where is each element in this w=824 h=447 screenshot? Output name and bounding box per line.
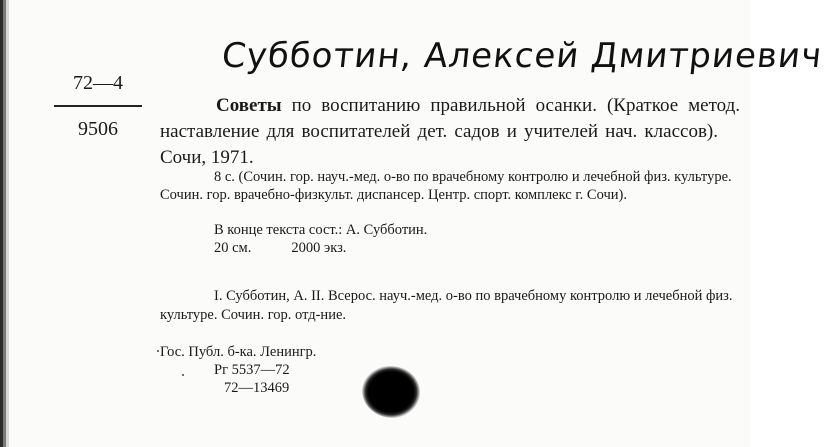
tracings: I. Субботин, А. II. Всерос. науч.-мед. о-во по врачебному контролю и лечебной физ. культуре. Сочин. гор. отд-ние. bbox=[160, 288, 733, 323]
card-edge bbox=[0, 0, 14, 447]
copies: 2000 экз. bbox=[291, 240, 347, 256]
call-number-top: 72—4 bbox=[73, 72, 123, 94]
call-number-divider bbox=[54, 105, 142, 107]
index-number-2: 72—13469 bbox=[224, 380, 290, 396]
title-block bbox=[160, 93, 740, 171]
ink-blot bbox=[362, 366, 420, 418]
index-number-1: Рг 5537—72 bbox=[214, 362, 290, 378]
size-line bbox=[214, 239, 796, 257]
handwritten-author-heading: Субботин, Алексей Дмитриевич bbox=[219, 36, 824, 76]
speck bbox=[182, 374, 184, 376]
holding-library: Гос. Публ. б-ка. Ленингр. bbox=[160, 344, 317, 360]
speck bbox=[157, 350, 159, 352]
compiler-note: В конце текста сост.: А. Субботин. bbox=[214, 222, 428, 238]
size: 20 см. bbox=[214, 240, 252, 256]
title-rest: по воспитанию правильной осанки. (Краткое метод. наставление для воспитателей дет. садов и учителей нач. классов). bbox=[160, 95, 740, 142]
book-title: Советы bbox=[216, 95, 282, 116]
series-statement: 8 с. (Сочин. гор. науч.-мед. о-во по врачебному контролю и лечебной физ. культуре. Сочин. гор. врачебно-физкульт. диспансер. Центр. спорт. комплекс г. Сочи). bbox=[160, 169, 732, 203]
imprint: Сочи, 1971. bbox=[160, 147, 254, 168]
call-number-bottom: 9506 bbox=[78, 118, 118, 140]
